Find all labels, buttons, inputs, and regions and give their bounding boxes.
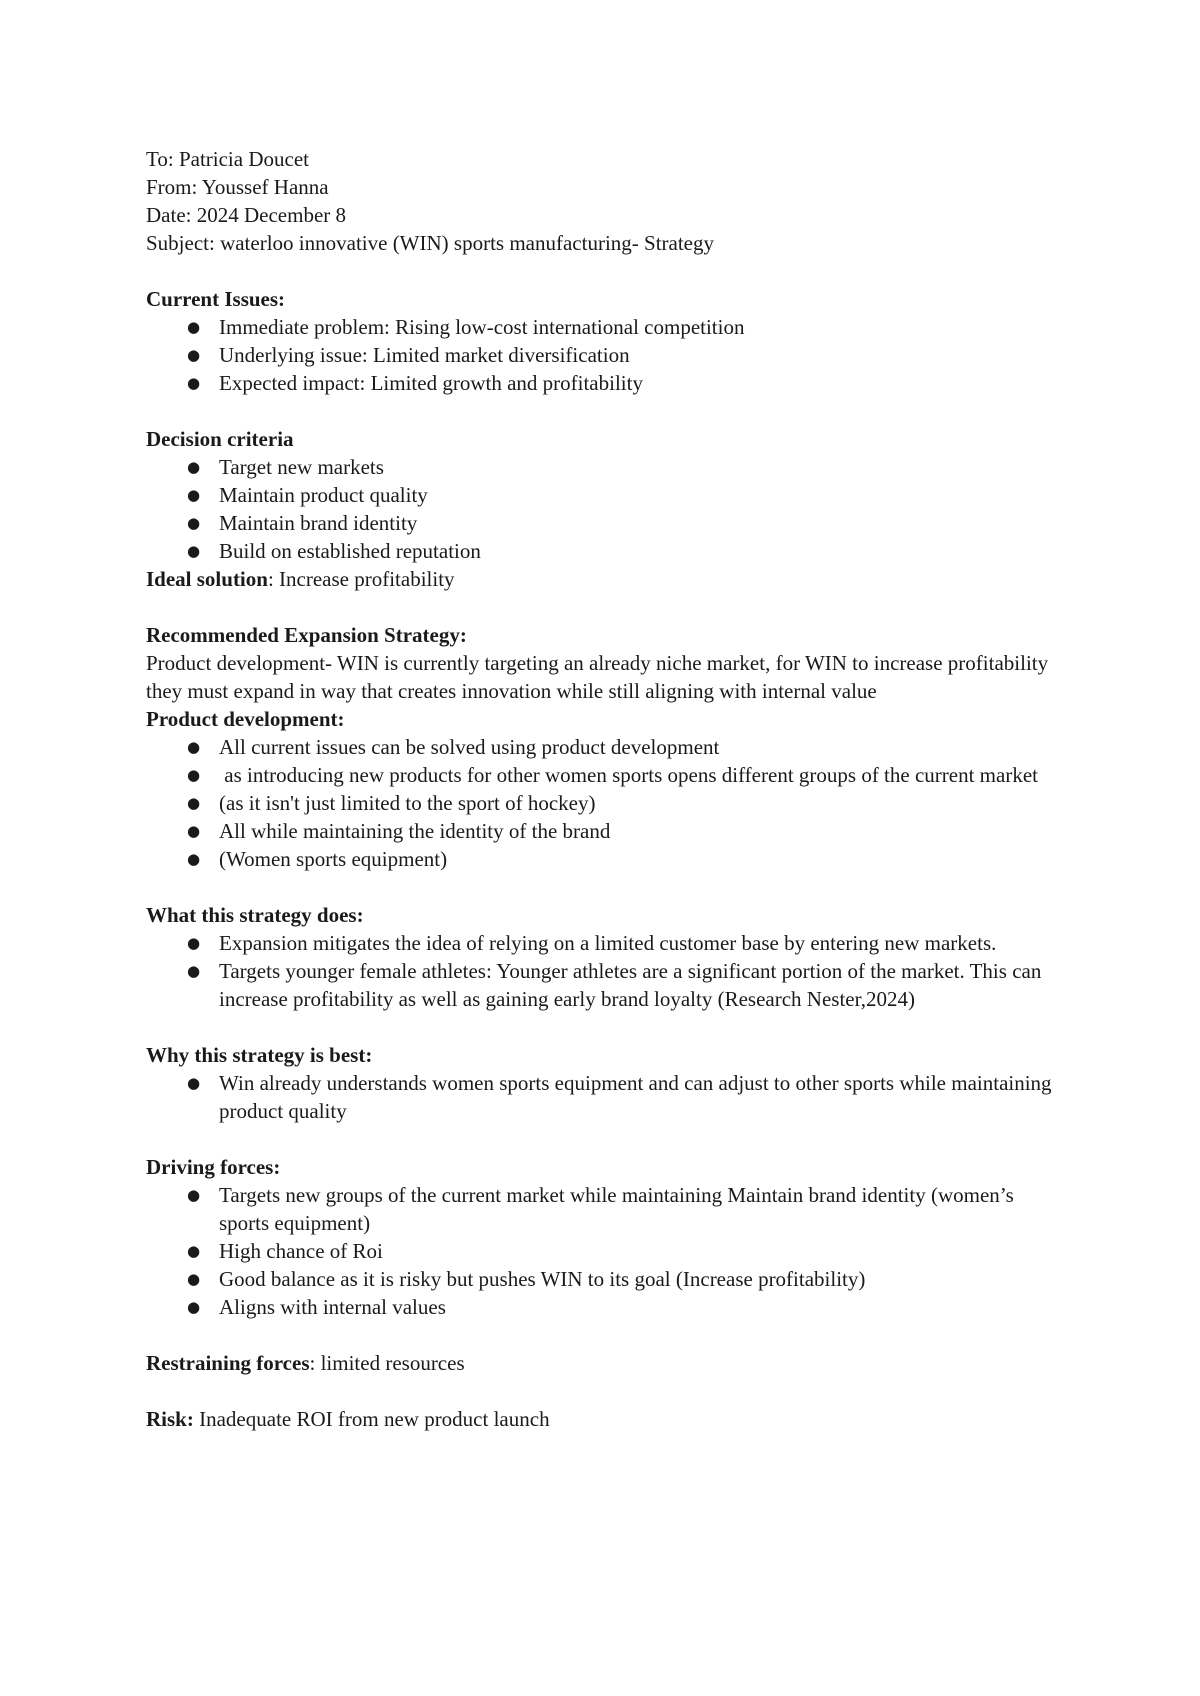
risk	[146, 1405, 1066, 1433]
list-item-text: Expected impact: Limited growth and profitability	[219, 371, 643, 395]
ideal-solution	[146, 565, 1066, 593]
spacer	[146, 593, 1066, 621]
bullet-icon: ●	[187, 1242, 201, 1260]
list-item-text: Expansion mitigates the idea of relying on a limited customer base by entering new markets.	[219, 931, 997, 955]
list-item	[187, 733, 1066, 761]
recommended-strategy-heading: Recommended Expansion Strategy:	[146, 623, 467, 647]
list-item	[187, 369, 1066, 397]
memo-subject: Subject: waterloo innovative (WIN) sports manufacturing- Strategy	[146, 231, 715, 255]
list-item-text: Aligns with internal values	[219, 1295, 446, 1319]
list-item	[187, 481, 1066, 509]
bullet-icon: ●	[187, 822, 201, 840]
driving-forces-heading: Driving forces:	[146, 1155, 281, 1179]
list-item-text: All while maintaining the identity of the brand	[219, 819, 611, 843]
bullet-icon: ●	[187, 346, 201, 364]
bullet-icon: ●	[187, 1270, 201, 1288]
bullet-icon: ●	[187, 962, 201, 980]
list-item-text: Targets younger female athletes: Younger athletes are a significant portion of the market. This can increase profitability as well as gaining early brand loyalty (Research Nester,2024)	[219, 959, 1042, 1011]
list-item	[187, 817, 1066, 845]
bullet-icon: ●	[187, 850, 201, 868]
list-item	[187, 929, 1066, 957]
restraining-forces	[146, 1349, 1066, 1377]
product-development-heading: Product development:	[146, 707, 345, 731]
list-item	[187, 453, 1066, 481]
ideal-solution-label: Ideal solution	[146, 567, 268, 591]
ideal-solution-text: : Increase profitability	[267, 567, 455, 591]
list-item-text: as introducing new products for other women sports opens different groups of the current market	[219, 763, 1038, 787]
list-item-text: Win already understands women sports equipment and can adjust to other sports while maintaining product quality	[219, 1071, 1052, 1123]
list-item	[187, 537, 1066, 565]
risk-text: Inadequate ROI from new product launch	[193, 1407, 550, 1431]
list-item	[187, 509, 1066, 537]
list-item	[187, 957, 1066, 1013]
memo-to: To: Patricia Doucet	[146, 147, 309, 171]
current-issues-list	[146, 313, 1066, 397]
list-item	[187, 789, 1066, 817]
list-item-text: All current issues can be solved using product development	[219, 735, 720, 759]
decision-criteria-heading: Decision criteria	[146, 427, 294, 451]
bullet-icon: ●	[187, 1186, 201, 1204]
spacer	[146, 1321, 1066, 1349]
bullet-icon: ●	[187, 766, 201, 784]
list-item	[187, 845, 1066, 873]
spacer	[146, 1377, 1066, 1405]
risk-label: Risk:	[146, 1407, 194, 1431]
restraining-forces-text: : limited resources	[309, 1351, 465, 1375]
bullet-icon: ●	[187, 934, 201, 952]
list-item	[187, 341, 1066, 369]
spacer	[146, 257, 1066, 285]
bullet-icon: ●	[187, 318, 201, 336]
list-item-text: Targets new groups of the current market while maintaining Maintain brand identity (women’s sports equipment)	[219, 1183, 1014, 1235]
bullet-icon: ●	[187, 514, 201, 532]
bullet-icon: ●	[187, 794, 201, 812]
list-item-text: Build on established reputation	[219, 539, 481, 563]
list-item-text: Good balance as it is risky but pushes WIN to its goal (Increase profitability)	[219, 1267, 866, 1291]
recommended-strategy-text: Product development- WIN is currently targeting an already niche market, for WIN to increase profitability they must expand in way that creates innovation while still aligning with internal value	[146, 651, 1049, 703]
spacer	[146, 873, 1066, 901]
bullet-icon: ●	[187, 1298, 201, 1316]
list-item	[187, 1181, 1066, 1237]
bullet-icon: ●	[187, 458, 201, 476]
product-development-list	[146, 733, 1066, 873]
list-item-text: High chance of Roi	[219, 1239, 383, 1263]
memo-date: Date: 2024 December 8	[146, 203, 347, 227]
list-item-text: Maintain product quality	[219, 483, 428, 507]
bullet-icon: ●	[187, 738, 201, 756]
list-item	[187, 1237, 1066, 1265]
decision-criteria-list	[146, 453, 1066, 565]
spacer	[146, 1013, 1066, 1041]
why-best-heading: Why this strategy is best:	[146, 1043, 373, 1067]
bullet-icon: ●	[187, 486, 201, 504]
list-item-text: Target new markets	[219, 455, 384, 479]
why-best-list	[146, 1069, 1066, 1125]
list-item-text: Maintain brand identity	[219, 511, 418, 535]
memo-from: From: Youssef Hanna	[146, 175, 329, 199]
what-strategy-does-list	[146, 929, 1066, 1013]
memo-document	[146, 145, 1066, 1433]
list-item	[187, 313, 1066, 341]
spacer	[146, 1125, 1066, 1153]
restraining-forces-label: Restraining forces	[146, 1351, 310, 1375]
what-strategy-does-heading: What this strategy does:	[146, 903, 364, 927]
list-item-text: (as it isn't just limited to the sport of hockey)	[219, 791, 596, 815]
bullet-icon: ●	[187, 1074, 201, 1092]
current-issues-heading: Current Issues:	[146, 287, 286, 311]
bullet-icon: ●	[187, 374, 201, 392]
list-item	[187, 1069, 1066, 1125]
list-item	[187, 761, 1066, 789]
driving-forces-list	[146, 1181, 1066, 1321]
bullet-icon: ●	[187, 542, 201, 560]
list-item-text: Immediate problem: Rising low-cost international competition	[219, 315, 745, 339]
list-item	[187, 1293, 1066, 1321]
spacer	[146, 397, 1066, 425]
list-item-text: (Women sports equipment)	[219, 847, 448, 871]
list-item	[187, 1265, 1066, 1293]
list-item-text: Underlying issue: Limited market diversification	[219, 343, 630, 367]
